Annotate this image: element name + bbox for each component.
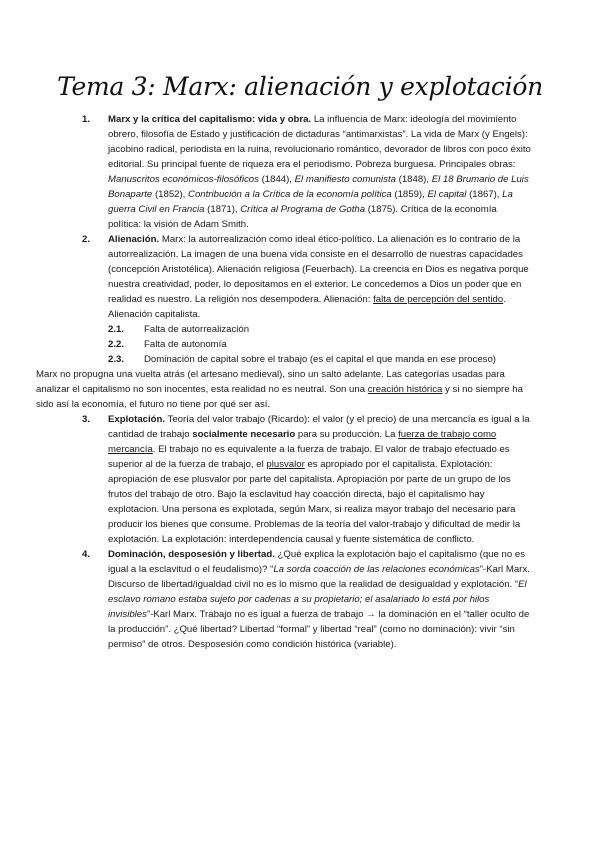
section-text: (1859), — [391, 189, 428, 200]
section-text: . El trabajo no es equivalente a la fuerza de trabajo. El valor de trabajo efectuado es superior al de la fuerza de trabajo, el — [108, 444, 510, 470]
section-text: para su producción. La — [295, 429, 399, 440]
section-number: 3. — [82, 414, 91, 425]
page-title: Tema 3: Marx: alienación y explotación — [57, 72, 543, 101]
work-title: El manifiesto comunista — [294, 174, 396, 185]
subitem-number: 2.2. — [108, 339, 125, 350]
subitem-2-3 — [72, 352, 532, 367]
section-text: (1867), — [466, 189, 503, 200]
quote: El esclavo romano estaba sujeto por cadenas a su propietario; el asalariado lo está por hilos invisibles — [108, 579, 527, 620]
subitem-2-2 — [72, 337, 532, 352]
subitem-2-1 — [72, 322, 532, 337]
underlined-term: creación histórica — [367, 384, 443, 395]
section-text: ”-Karl Marx. Trabajo no es igual a fuerza de trabajo → la dominación en el “taller oculto de la producción”. ¿Qué libertad? Libertad “formal” y libertad “real” (como no dominación): vivir “sin permiso” de otros. Desposesión como condición histórica (variable). — [108, 609, 530, 650]
section-heading: Dominación, desposesión y libertad. — [108, 549, 275, 560]
section-number: 1. — [82, 114, 91, 125]
paragraph-text: y si no siempre ha sido así la economía, el futuro no tiene por qué ser así. — [36, 384, 523, 410]
section-text: (1871), — [204, 204, 241, 215]
interlude-paragraph — [36, 367, 532, 412]
section-heading: Alienación. — [108, 234, 160, 245]
section-text: Marx: la autorrealización como ideal ético-político. La alienación es lo contrario de la autorrealización. La imagen de una buena vida consiste en el desarrollo de nuestras capacidades (concepción Aristotélica). Alienación religiosa (Feuerbach). La creencia en Dios es negativa porque nuestra creatividad, poder, lo depositamos en el exterior. Le concedemos a Dios un poder que en realidad es nuestro. La religión nos desempodera. Alienación: — [108, 234, 529, 305]
bold-term: socialmente necesario — [192, 429, 296, 440]
underlined-term: plusvalor — [266, 459, 305, 470]
subitem-text: Falta de autonomía — [144, 339, 227, 350]
paragraph-text: Marx no propugna una vuelta atrás (el artesano medieval), sino un salto adelante. Las categorías usadas para analizar el capitalismo no son inocentes, esta realidad no es neutral. Son una — [36, 369, 505, 395]
subitem-text: Dominación de capital sobre el trabajo (es el capital el que manda en ese proceso) — [144, 354, 496, 365]
section-2 — [72, 232, 532, 322]
work-title: Crítica al Programa de Gotha — [240, 204, 366, 215]
section-text: ¿Qué explica la explotación bajo el capitalismo (que no es igual a la esclavitud o el feudalismo)? “ — [108, 549, 525, 575]
subitem-number: 2.3. — [108, 354, 125, 365]
section-text: (1852), — [152, 189, 189, 200]
section-4 — [72, 547, 532, 652]
work-title: Contribución a la Crítica de la economía política — [188, 189, 392, 200]
underlined-term: fuerza de trabajo como mercancía — [108, 429, 497, 455]
work-title: El 18 Brumario de Luis Bonaparte — [108, 174, 529, 200]
section-text: ”-Karl Marx. Discurso de libertad/igualdad civil no es lo mismo que la realidad de desigualdad y explotación. “ — [108, 564, 530, 590]
section-text: (1844), — [258, 174, 295, 185]
section-text: Teoría del valor trabajo (Ricardo): el valor (y el precio) de una mercancía es igual a la cantidad de trabajo — [108, 414, 530, 440]
section-text: (1848), — [395, 174, 432, 185]
underlined-term: falta de percepción del sentido — [373, 294, 504, 305]
section-text: . Alienación capitalista. — [108, 294, 506, 320]
work-title: El capital — [427, 189, 467, 200]
section-heading: Explotación. — [108, 414, 166, 425]
section-text: es apropiado por el capitalista. Explotación: apropiación de ese plusvalor por parte del capitalista. Apropiación por parte de un grupo de los frutos del trabajo de otro. Bajo la esclavitud hay coacción directa, bajo el capitalismo hay explotacion. Una persona es explotada, según Marx, si realiza mayor trabajo del necesario para producir los bienes que consume. Problemas de la teoría del valor-trabajo y dificultad de medir la explotación. La explotación: interdependencia causal y fuente sistemática de conflicto. — [108, 459, 521, 545]
section-heading: Marx y la crítica del capitalismo: vida y obra. — [108, 114, 312, 125]
section-1 — [72, 112, 532, 232]
section-text: La influencia de Marx: ideología del movimiento obrero, filosofía de Estado y justificación de dictaduras “antimarxistas”. La vida de Marx (y Engels): jacobino radical, periodista en la ruina, revolucionario romántico, devorador de libros con poco éxito editorial. Su principal fuente de riqueza era el periodismo. Pobreza burguesa. Principales obras: — [108, 114, 531, 170]
work-title: La guerra Civil en Francia — [108, 189, 513, 215]
section-3 — [72, 412, 532, 547]
subitem-number: 2.1. — [108, 324, 125, 335]
section-number: 4. — [82, 549, 91, 560]
quote: La sorda coacción de las relaciones económicas — [273, 564, 480, 575]
subitem-text: Falta de autorrealización — [144, 324, 250, 335]
section-text: (1875). Crítica de la economía política: la visión de Adam Smith. — [108, 204, 497, 230]
document-body — [36, 112, 532, 652]
work-title: Manuscritos económicos-filosóficos — [108, 174, 259, 185]
section-number: 2. — [82, 234, 91, 245]
